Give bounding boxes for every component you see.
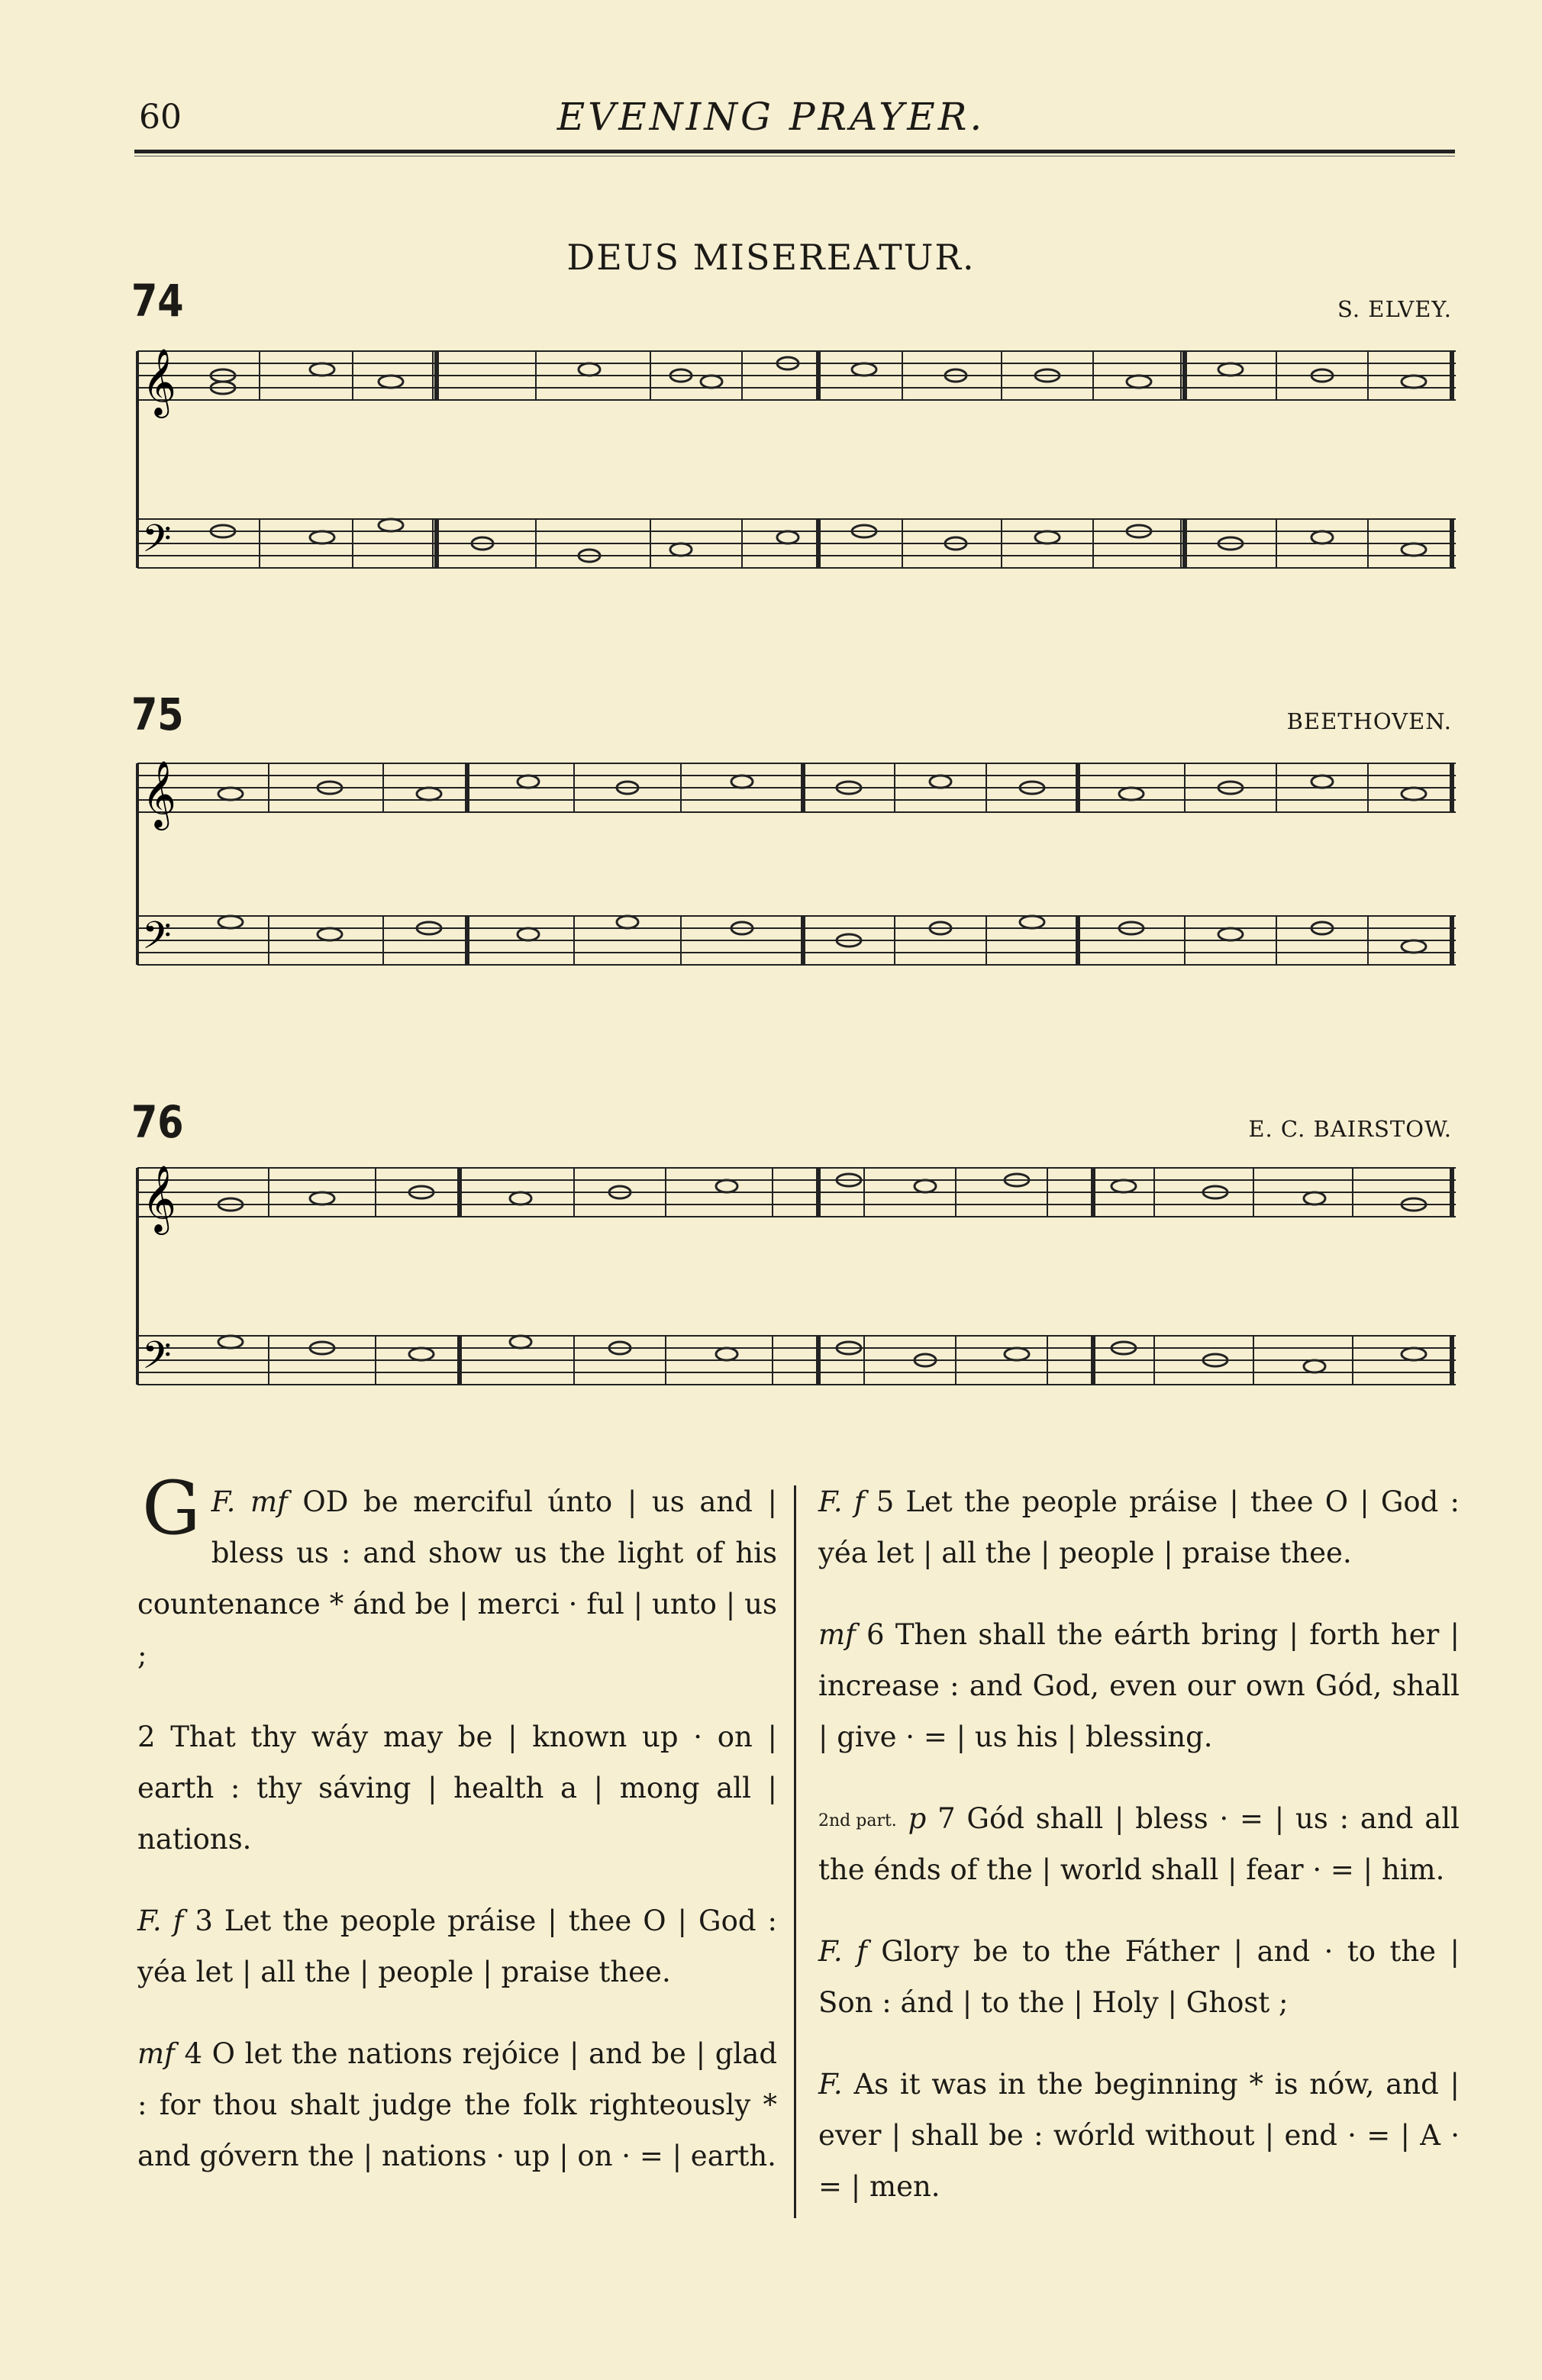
verse-text: 3 Let the people práise | thee O | God : yéa let | all the | people | praise thee. <box>137 1904 777 1988</box>
sicut-erat <box>818 2059 1460 2212</box>
bass-clef-icon: 𝄢 <box>142 914 172 967</box>
chant-composer: BEETHOVEN. <box>1286 708 1452 734</box>
verse-text: As it was in the beginning * is nów, and | ever | shall be : wórld without | end · = | A · = | men. <box>818 2068 1460 2203</box>
gloria <box>818 1926 1460 2028</box>
verse-3 <box>137 1895 777 1998</box>
running-title: EVENING PRAYER. <box>556 95 986 139</box>
psalm-column-left <box>137 1466 777 2212</box>
verse-text: 7 Gód shall | bless · = | us : and all the énds of the | world shall | fear · = | him. <box>818 1802 1460 1886</box>
verse-text: 2 That thy wáy may be | known up · on | earth : thy sáving | health a | mong all | nations. <box>137 1721 777 1856</box>
verse-direction: F. mf <box>211 1485 288 1518</box>
music-score-76 <box>131 1153 1460 1412</box>
bass-clef-icon: 𝄢 <box>142 1334 172 1387</box>
verse-7 <box>818 1793 1460 1895</box>
verse-direction: F. f <box>818 1485 865 1518</box>
treble-clef-icon: 𝄞 <box>142 1164 176 1232</box>
verse-direction: F. f <box>137 1904 184 1937</box>
verse-direction: F. <box>818 2068 843 2101</box>
music-score-75 <box>131 748 1460 1015</box>
verse-direction: mf <box>137 2037 175 2070</box>
chant-number: 76 <box>131 1096 184 1148</box>
chant-number: 75 <box>131 689 184 740</box>
bass-staff <box>137 519 1456 568</box>
verse-1 <box>137 1466 777 1681</box>
chant-composer: S. ELVEY. <box>1337 296 1452 322</box>
verse-direction: mf <box>818 1618 856 1651</box>
verse-6 <box>818 1609 1460 1762</box>
verse-5 <box>818 1476 1460 1579</box>
page-number: 60 <box>139 98 182 137</box>
verse-text: Glory be to the Fáther | and · to the | Son : ánd | to the | Holy | Ghost ; <box>818 1935 1460 2019</box>
verse-text: 6 Then shall the eárth bring | forth her | increase : and God, even our own Gód, shall | give · = | us his | blessing. <box>818 1618 1460 1753</box>
bass-clef-icon: 𝄢 <box>142 517 172 570</box>
verse-2 <box>137 1711 777 1865</box>
psalm-column-right <box>818 1476 1460 2243</box>
column-divider <box>794 1485 796 2218</box>
header-rule <box>134 150 1455 153</box>
verse-4 <box>137 2028 777 2182</box>
drop-cap: G <box>142 1466 201 1551</box>
music-score-74 <box>131 336 1460 611</box>
section-title: DEUS MISEREATUR. <box>566 237 976 278</box>
treble-clef-icon: 𝄞 <box>142 759 176 827</box>
verse-direction: p <box>908 1802 927 1835</box>
treble-clef-icon: 𝄞 <box>142 347 176 415</box>
verse-direction: F. f <box>818 1935 867 1968</box>
chant-number: 74 <box>131 275 184 327</box>
verse-text: OD be merciful únto | us and | bless us : and show us the light of his countenance * ánd be | merci · ful | unto | us ; <box>137 1485 777 1672</box>
chant-composer: E. C. BAIRSTOW. <box>1248 1116 1452 1142</box>
verse-text: 5 Let the people práise | thee O | God : yéa let | all the | people | praise thee. <box>818 1485 1460 1569</box>
verse-text: 4 O let the nations rejóice | and be | glad : for thou shalt judge the folk righteously * and góvern the | nations · up | on · = | earth. <box>137 2037 777 2172</box>
part-marker: 2nd part. <box>818 1811 897 1830</box>
